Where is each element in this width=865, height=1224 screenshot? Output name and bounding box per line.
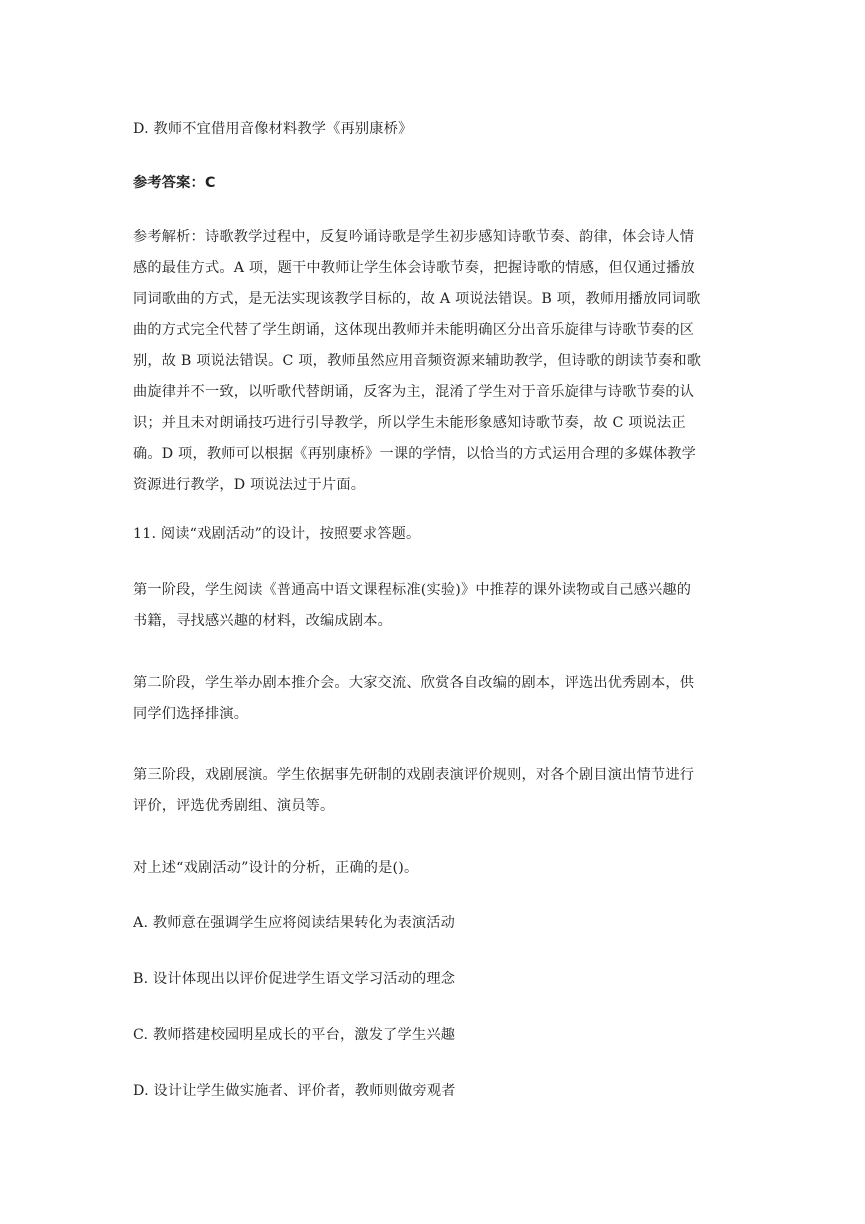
explanation-line: 别，故 B 项说法错误。C 项，教师虽然应用音频资源来辅助教学，但诗歌的朗读节奏和歌 — [133, 353, 702, 369]
q11-option-d: D. 设计让学生做实施者、评价者，教师则做旁观者 — [133, 1083, 456, 1099]
explanation-line: 同词歌曲的方式，是无法实现该教学目标的，故 A 项说法错误。B 项，教师用播放同词歌 — [133, 291, 701, 307]
stage2-paragraph — [133, 668, 738, 730]
stage1-line: 书籍，寻找感兴趣的材料，改编成剧本。 — [133, 613, 392, 629]
stage1-line: 第一阶段，学生阅读《普通高中语文课程标准(实验)》中推荐的课外读物或自己感兴趣的 — [133, 582, 692, 598]
stage3-line: 第三阶段，戏剧展演。学生依据事先研制的戏剧表演评价规则，对各个剧目演出情节进行 — [133, 767, 695, 783]
q11-option-a: A. 教师意在强调学生应将阅读结果转化为表演活动 — [133, 915, 456, 931]
explanation-line: 资源进行教学，D 项说法过于片面。 — [133, 477, 366, 493]
explanation-paragraph — [133, 222, 738, 501]
explanation-line: 参考解析：诗歌教学过程中，反复吟诵诗歌是学生初步感知诗歌节奏、韵律，体会诗人情 — [133, 229, 695, 245]
stage3-line: 评价，评选优秀剧组、演员等。 — [133, 798, 335, 814]
stage2-line: 第二阶段，学生举办剧本推介会。大家交流、欣赏各自改编的剧本，评选出优秀剧本，供 — [133, 675, 695, 691]
explanation-line: 感的最佳方式。A 项，题干中教师让学生体会诗歌节奏，把握诗歌的情感，但仅通过播放 — [133, 260, 695, 276]
q11-stem: 11. 阅读“戏剧活动”的设计，按照要求答题。 — [133, 526, 421, 542]
q11-option-c: C. 教师搭建校园明星成长的平台，激发了学生兴趣 — [133, 1027, 456, 1043]
stage2-line: 同学们选择排演。 — [133, 706, 249, 722]
stage3-paragraph — [133, 760, 738, 822]
explanation-line: 识；并且未对朗诵技巧进行引导教学，所以学生未能形象感知诗歌节奏，故 C 项说法正 — [133, 415, 686, 431]
q11-question: 对上述“戏剧活动”设计的分析，正确的是()。 — [133, 860, 419, 876]
stage1-paragraph — [133, 575, 738, 637]
q11-option-b: B. 设计体现出以评价促进学生语文学习活动的理念 — [133, 971, 456, 987]
q10-option-d: D. 教师不宜借用音像材料教学《再别康桥》 — [133, 121, 413, 137]
explanation-line: 曲旋律并不一致，以听歌代替朗诵，反客为主，混淆了学生对于音乐旋律与诗歌节奏的认 — [133, 384, 695, 400]
explanation-line: 确。D 项，教师可以根据《再别康桥》一课的学情，以恰当的方式运用合理的多媒体教学 — [133, 446, 697, 462]
explanation-line: 曲的方式完全代替了学生朗诵，这体现出教师并未能明确区分出音乐旋律与诗歌节奏的区 — [133, 322, 695, 338]
answer-label: 参考答案：C — [133, 175, 216, 191]
